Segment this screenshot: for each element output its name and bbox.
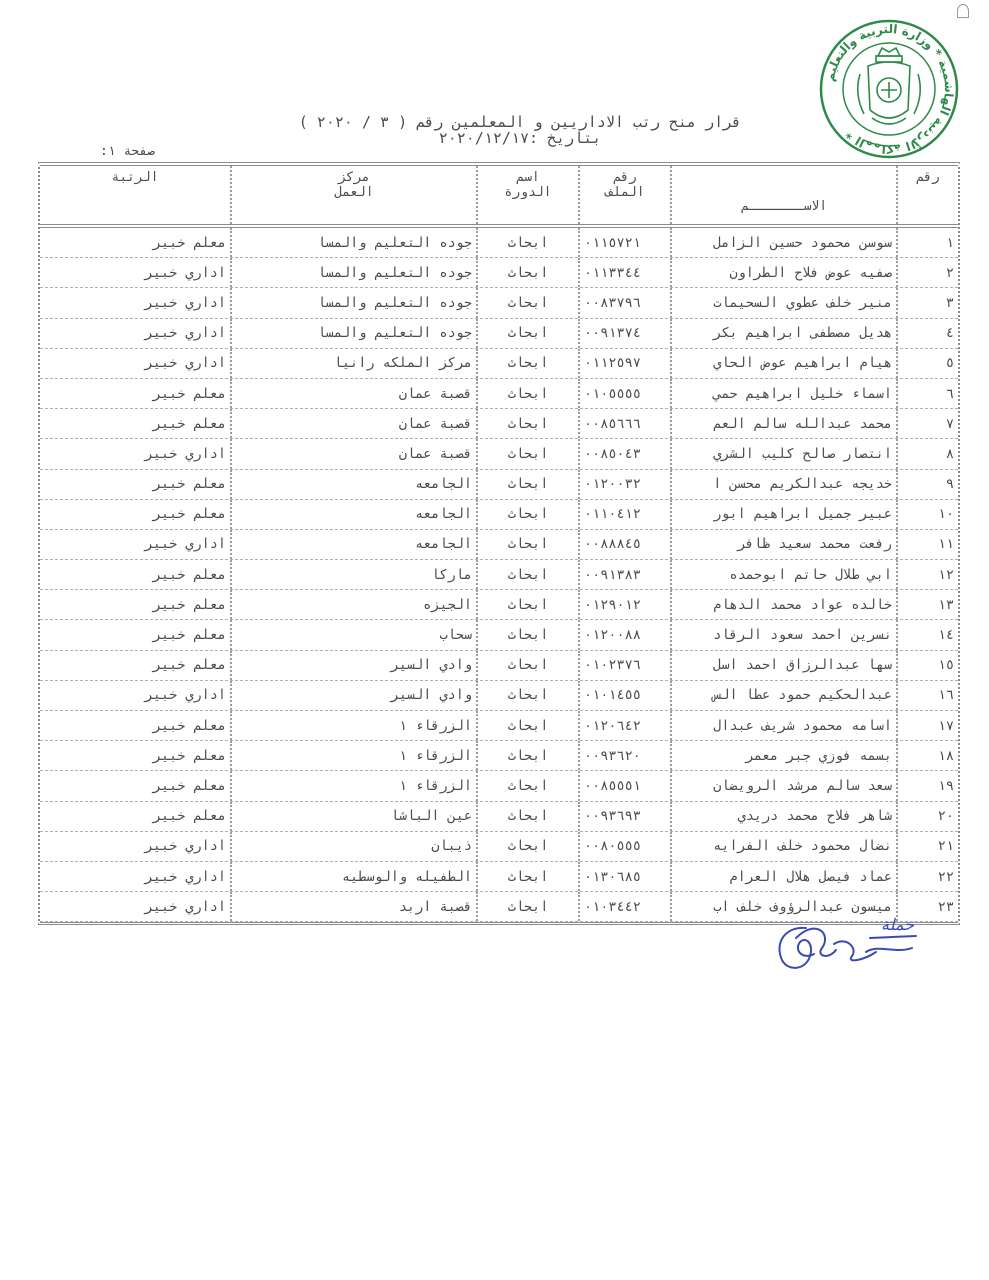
cell-center: سحاب [230, 620, 476, 649]
cell-rank: اداري خبير [144, 355, 226, 372]
cell-course: ابحاث [476, 741, 578, 770]
cell-file: ٠١١٠٤١٢ [578, 500, 670, 529]
cell-num: ٢٠ [896, 802, 958, 831]
table-header-row [40, 166, 958, 228]
cell-file: ٠١٢٠٦٤٢ [578, 711, 670, 740]
cell-name: انتصار صالح كليب الشري [670, 439, 896, 468]
corner-mark [957, 4, 969, 18]
cell-rank: اداري خبير [144, 445, 226, 462]
table-row [40, 258, 958, 288]
cell-center: جوده التعليم والمسا [230, 258, 476, 287]
cell-rank: معلم خبير [152, 596, 226, 613]
cell-file: ٠١٢٠٠٣٢ [578, 470, 670, 499]
cell-center: الزرقاء ١ [230, 771, 476, 800]
cell-file: ٠٠٩٣٦٢٠ [578, 741, 670, 770]
cell-num: ٢٢ [896, 862, 958, 891]
cell-rank: اداري خبير [144, 898, 226, 915]
cell-num: ١٦ [896, 681, 958, 710]
cell-center: قصبة عمان [230, 409, 476, 438]
cell-name: سها عبدالرزاق احمد اسل [670, 651, 896, 680]
cell-course: ابحاث [476, 651, 578, 680]
cell-course: ابحاث [476, 862, 578, 891]
cell-name: صفيه عوض فلاح الطراون [670, 258, 896, 287]
cell-course: ابحاث [476, 500, 578, 529]
cell-name: ابي طلال حاتم ابوحمده [670, 560, 896, 589]
cell-file: ٠١٢٩٠١٢ [578, 590, 670, 619]
cell-num: ٢ [896, 258, 958, 287]
table-row [40, 832, 958, 862]
cell-file: ٠١٠٢٣٧٦ [578, 651, 670, 680]
coat-of-arms-icon [858, 48, 921, 124]
cell-file: ٠١٣٠٦٨٥ [578, 862, 670, 891]
table-row [40, 409, 958, 439]
cell-rank: معلم خبير [152, 234, 226, 251]
table-row [40, 288, 958, 318]
table-row [40, 651, 958, 681]
table-row [40, 349, 958, 379]
cell-rank: معلم خبير [152, 808, 226, 825]
cell-course: ابحاث [476, 228, 578, 257]
cell-course: ابحاث [476, 832, 578, 861]
table-body [40, 228, 958, 922]
document-title: قرار منح رتب الاداريين و المعلمين رقم ( ٣ / ٢٠٢٠ ) [298, 113, 742, 131]
table-row [40, 590, 958, 620]
cell-course: ابحاث [476, 258, 578, 287]
cell-center: مركز الملكه رانيا [230, 349, 476, 378]
cell-center: وادي السير [230, 651, 476, 680]
table-row [40, 379, 958, 409]
cell-center: قصبة اربد [230, 892, 476, 921]
cell-center: قصبة عمان [230, 439, 476, 468]
cell-name: عبير جميل ابراهيم ابور [670, 500, 896, 529]
cell-rank: معلم خبير [152, 627, 226, 644]
cell-num: ٩ [896, 470, 958, 499]
cell-center: الزرقاء ١ [230, 711, 476, 740]
cell-num: ١ [896, 228, 958, 257]
cell-course: ابحاث [476, 379, 578, 408]
table-row [40, 862, 958, 892]
cell-name: هديل مصطفى ابراهيم بكر [670, 319, 896, 348]
cell-rank: اداري خبير [144, 536, 226, 553]
cell-num: ١٥ [896, 651, 958, 680]
table-row [40, 500, 958, 530]
cell-name: منير خلف عطوي السحيمات [670, 288, 896, 317]
cell-name: هيام ابراهيم عوض الحاي [670, 349, 896, 378]
table-row [40, 771, 958, 801]
table-row [40, 741, 958, 771]
cell-name: بسمه فوزي جبر معمر [670, 741, 896, 770]
svg-text:المملكة الأردنية الهاشمية * وز: المملكة الأردنية الهاشمية * وزارة التربية والتعليم * [822, 21, 957, 157]
cell-name: اسماء خليل ابراهيم حمي [670, 379, 896, 408]
cell-center: قصبة عمان [230, 379, 476, 408]
table-row [40, 470, 958, 500]
cell-rank: معلم خبير [152, 777, 226, 794]
table-row [40, 530, 958, 560]
cell-name: عماد فيصل هلال العرام [670, 862, 896, 891]
cell-num: ٦ [896, 379, 958, 408]
cell-center: ذيبان [230, 832, 476, 861]
table-row [40, 439, 958, 469]
header-name: الاســـــــم [670, 166, 896, 224]
cell-name: سعد سالم مرشد الرويضان [670, 771, 896, 800]
cell-file: ٠٠٩١٣٨٣ [578, 560, 670, 589]
ministry-seal [818, 18, 960, 160]
cell-file: ٠٠٨٥٠٤٣ [578, 439, 670, 468]
cell-num: ١٩ [896, 771, 958, 800]
cell-file: ٠٠٨٣٧٩٦ [578, 288, 670, 317]
cell-course: ابحاث [476, 439, 578, 468]
cell-name: ميسون عبدالرؤوف خلف اب [670, 892, 896, 921]
cell-rank: معلم خبير [152, 506, 226, 523]
cell-file: ٠١٠٥٥٥٥ [578, 379, 670, 408]
cell-course: ابحاث [476, 771, 578, 800]
cell-name: رفعت محمد سعيد ظافر [670, 530, 896, 559]
document-date: بتاريخ :٢٠٢٠/١٢/١٧ [438, 129, 602, 147]
table-row [40, 802, 958, 832]
cell-file: ٠١١٣٣٤٤ [578, 258, 670, 287]
header-file-number: رقم الملف [578, 166, 670, 224]
cell-rank: معلم خبير [152, 717, 226, 734]
cell-rank: اداري خبير [144, 838, 226, 855]
cell-num: ١٢ [896, 560, 958, 589]
cell-rank: معلم خبير [152, 415, 226, 432]
table-row [40, 560, 958, 590]
cell-center: الطفيله والوسطيه [230, 862, 476, 891]
cell-num: ٢١ [896, 832, 958, 861]
cell-rank: معلم خبير [152, 385, 226, 402]
table-row [40, 319, 958, 349]
cell-rank: اداري خبير [144, 325, 226, 342]
cell-file: ٠١٢٠٠٨٨ [578, 620, 670, 649]
cell-file: ٠١١٢٥٩٧ [578, 349, 670, 378]
cell-file: ٠٠٨٥٦٦٦ [578, 409, 670, 438]
cell-rank: معلم خبير [152, 476, 226, 493]
header-num: رقم [896, 166, 958, 224]
cell-num: ١٨ [896, 741, 958, 770]
document-title-block [220, 114, 820, 146]
table-row [40, 228, 958, 258]
cell-name: خالده عواد محمد الدهام [670, 590, 896, 619]
cell-file: ٠١١٥٧٢١ [578, 228, 670, 257]
cell-num: ٨ [896, 439, 958, 468]
cell-num: ١٣ [896, 590, 958, 619]
cell-name: اسامه محمود شريف عبدال [670, 711, 896, 740]
cell-course: ابحاث [476, 590, 578, 619]
cell-rank: معلم خبير [152, 657, 226, 674]
cell-file: ٠٠٨٠٥٥٥ [578, 832, 670, 861]
header-course: اسم الدورة [476, 166, 578, 224]
cell-center: الجيزه [230, 590, 476, 619]
cell-num: ١٤ [896, 620, 958, 649]
page-number-label: صفحة ١: [100, 144, 155, 159]
cell-name: عبدالحكيم حمود عطا الس [670, 681, 896, 710]
cell-num: ٥ [896, 349, 958, 378]
cell-name: شاهر فلاح محمد دريدي [670, 802, 896, 831]
cell-course: ابحاث [476, 681, 578, 710]
cell-course: ابحاث [476, 288, 578, 317]
cell-course: ابحاث [476, 620, 578, 649]
cell-center: جوده التعليم والمسا [230, 228, 476, 257]
cell-name: نضال محمود خلف الفرايه [670, 832, 896, 861]
cell-rank: اداري خبير [144, 868, 226, 885]
cell-course: ابحاث [476, 470, 578, 499]
cell-center: وادي السير [230, 681, 476, 710]
cell-rank: اداري خبير [144, 687, 226, 704]
cell-center: جوده التعليم والمسا [230, 288, 476, 317]
cell-course: ابحاث [476, 560, 578, 589]
cell-rank: اداري خبير [144, 264, 226, 281]
table-row [40, 620, 958, 650]
cell-center: الجامعه [230, 470, 476, 499]
ranks-table [38, 162, 960, 925]
cell-file: ٠١٠٣٤٤٢ [578, 892, 670, 921]
cell-center: جوده التعليم والمسا [230, 319, 476, 348]
cell-center: عين الباشا [230, 802, 476, 831]
cell-rank: اداري خبير [144, 294, 226, 311]
cell-num: ٣ [896, 288, 958, 317]
cell-center: الجامعه [230, 530, 476, 559]
cell-course: ابحاث [476, 892, 578, 921]
cell-file: ٠١٠١٤٥٥ [578, 681, 670, 710]
cell-rank: معلم خبير [152, 747, 226, 764]
cell-rank: معلم خبير [152, 566, 226, 583]
cell-course: ابحاث [476, 319, 578, 348]
cell-file: ٠٠٨٨٨٤٥ [578, 530, 670, 559]
cell-name: سوسن محمود حسين الزامل [670, 228, 896, 257]
cell-name: خديجه عبدالكريم محسن ا [670, 470, 896, 499]
signature [766, 908, 926, 978]
cell-num: ٢٣ [896, 892, 958, 921]
cell-file: ٠٠٩١٣٧٤ [578, 319, 670, 348]
cell-num: ٧ [896, 409, 958, 438]
cell-course: ابحاث [476, 530, 578, 559]
cell-file: ٠٠٩٣٦٩٣ [578, 802, 670, 831]
cell-num: ١٧ [896, 711, 958, 740]
cell-course: ابحاث [476, 409, 578, 438]
cell-center: ماركا [230, 560, 476, 589]
cell-num: ٤ [896, 319, 958, 348]
cell-center: الزرقاء ١ [230, 741, 476, 770]
cell-course: ابحاث [476, 349, 578, 378]
svg-text:حملة: حملة [880, 915, 914, 934]
cell-file: ٠٠٨٥٥٥١ [578, 771, 670, 800]
cell-num: ١٠ [896, 500, 958, 529]
cell-center: الجامعه [230, 500, 476, 529]
header-work-center: مركز العمل [230, 166, 476, 224]
cell-course: ابحاث [476, 711, 578, 740]
header-rank: الرتبة [111, 170, 159, 185]
table-row [40, 711, 958, 741]
cell-num: ١١ [896, 530, 958, 559]
table-row [40, 681, 958, 711]
cell-name: نسرين احمد سعود الرقاد [670, 620, 896, 649]
cell-course: ابحاث [476, 802, 578, 831]
cell-name: محمد عبدالله سالم العم [670, 409, 896, 438]
